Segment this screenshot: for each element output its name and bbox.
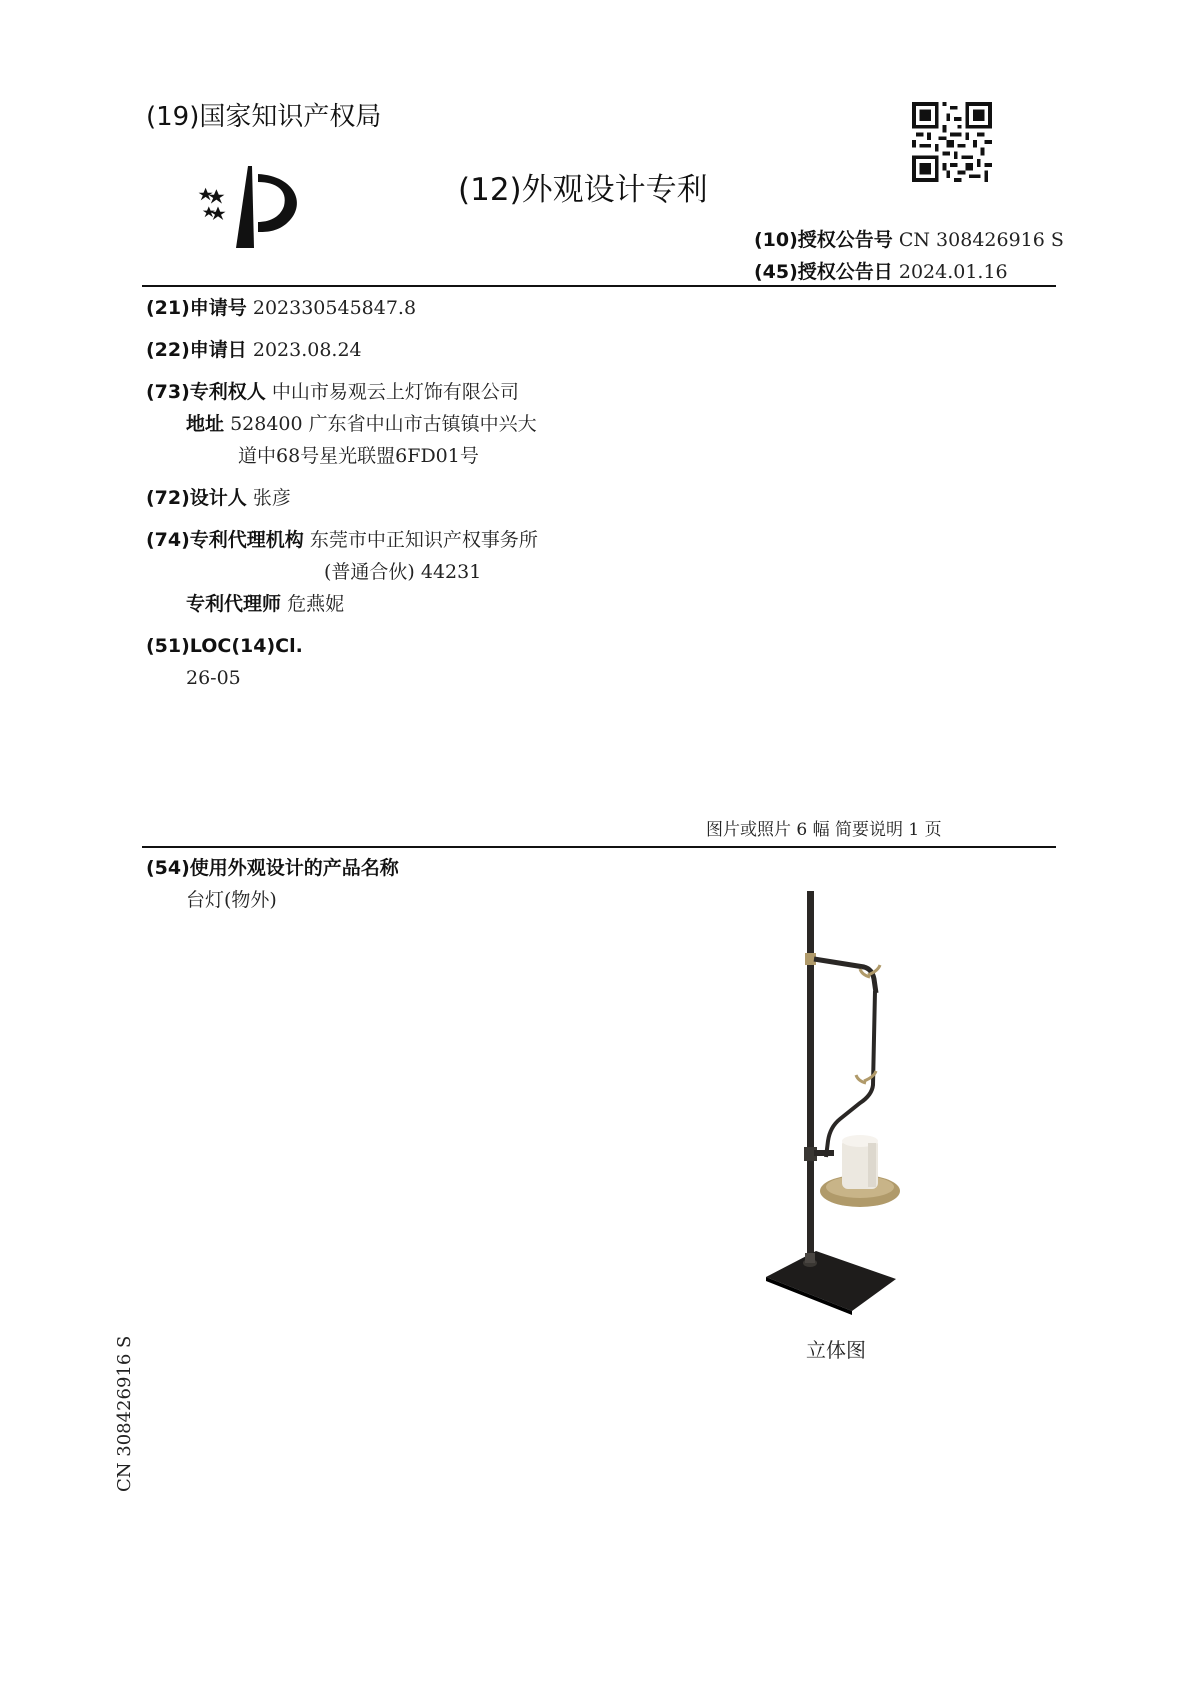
figures-summary: 图片或照片 6 幅 简要说明 1 页 <box>706 820 942 840</box>
product-name-label: (54)使用外观设计的产品名称 <box>146 857 399 879</box>
patent-holder-value: 中山市易观云上灯饰有限公司 <box>271 381 519 403</box>
address <box>186 412 537 436</box>
document-type-title: (12)外观设计专利 <box>458 172 708 208</box>
figure-caption: 立体图 <box>806 1338 866 1362</box>
address-label: 地址 <box>186 413 225 435</box>
qr-code-icon <box>912 102 992 182</box>
grant-date-value: 2024.01.16 <box>898 261 1008 283</box>
cnipa-emblem-icon <box>196 160 316 256</box>
lamp-perspective-figure <box>760 885 920 1315</box>
grant-number-label: (10)授权公告号 <box>754 229 893 251</box>
patent-agency-label: (74)专利代理机构 <box>146 529 304 551</box>
address-line-2: 道中68号星光联盟6FD01号 <box>238 445 479 467</box>
loc-classification-label: (51)LOC(14)Cl. <box>146 635 303 657</box>
header-divider <box>142 285 1056 287</box>
application-number-value: 202330545847.8 <box>252 297 417 319</box>
application-number-label: (21)申请号 <box>146 297 247 319</box>
patent-agency-line-2: (普通合伙) 44231 <box>324 561 482 583</box>
designer-value: 张彦 <box>252 487 291 509</box>
patent-agency <box>146 528 538 552</box>
application-date-value: 2023.08.24 <box>252 339 362 361</box>
patent-agent-label: 专利代理师 <box>186 593 282 615</box>
loc-classification-value: 26-05 <box>186 667 241 689</box>
patent-holder-label: (73)专利权人 <box>146 381 266 403</box>
grant-date-label: (45)授权公告日 <box>754 261 893 283</box>
patent-agent-value: 危燕妮 <box>287 593 345 615</box>
patent-agency-line-1: 东莞市中正知识产权事务所 <box>309 529 538 551</box>
summary-divider <box>142 846 1056 848</box>
side-publication-number: CN 308426916 S <box>114 1335 135 1492</box>
grant-date <box>754 260 1008 284</box>
designer-label: (72)设计人 <box>146 487 247 509</box>
application-date-label: (22)申请日 <box>146 339 247 361</box>
patent-holder <box>146 380 519 404</box>
application-number <box>146 296 416 320</box>
patent-agent <box>186 592 344 616</box>
grant-number-value: CN 308426916 S <box>898 229 1064 251</box>
product-name-value: 台灯(物外) <box>186 889 277 911</box>
office-name: (19)国家知识产权局 <box>146 102 382 132</box>
application-date <box>146 338 362 362</box>
grant-number <box>754 228 1064 252</box>
address-line-1: 528400 广东省中山市古镇镇中兴大 <box>230 413 537 435</box>
designer <box>146 486 291 510</box>
